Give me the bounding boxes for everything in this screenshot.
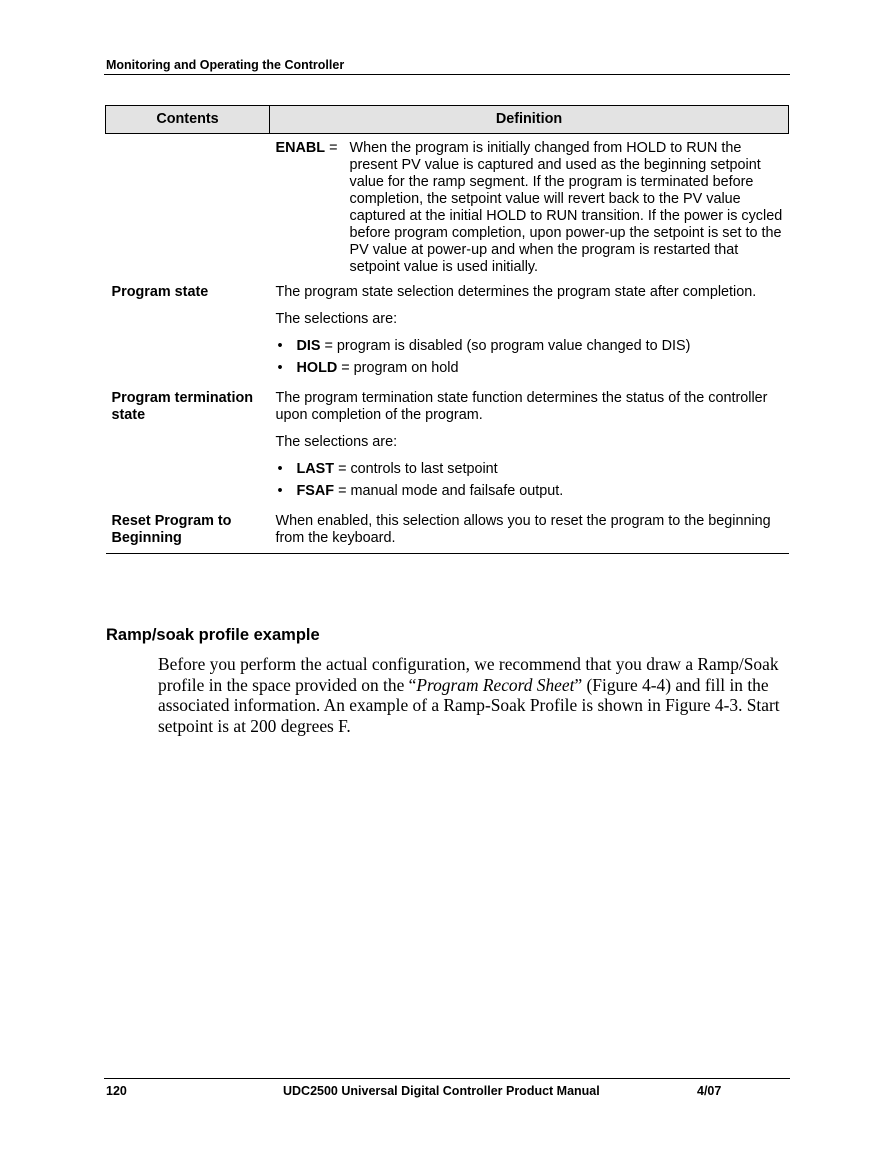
term-reset-program: Reset Program to Beginning [106,505,270,554]
page-number: 120 [106,1084,127,1098]
footer-rule [104,1078,790,1079]
term-program-state: Program state [111,284,209,300]
list-item: • FSAF = manual mode and failsafe output. [277,483,564,499]
table-row [106,382,789,505]
selections-label: The selections are: [275,311,398,327]
enabl-definition [276,140,783,276]
body-paragraph: Before you perform the actual configuration, we recommend that you draw a Ramp/Soak profile in the space provided on the “Program Record Sheet” (Figure 4-4) and fill in the associated information. An example of a Ramp-Soak Profile is shown in Figure 4-3. Start setpoint is at 200 degrees F. [158,654,780,736]
definition-cell [270,276,789,382]
definition-cell [270,382,789,505]
definition-cell [270,134,789,277]
footer-date: 4/07 [697,1084,722,1098]
selections-label: The selections are: [275,434,398,450]
program-record-sheet-ref: Program Record Sheet [416,674,575,695]
termination-state-list [276,461,783,500]
footer-title: UDC2500 Universal Digital Controller Product Manual [283,1084,600,1098]
program-state-desc: The program state selection determines the program state after completion. [275,284,757,300]
term-termination-state: Program termination state [111,390,254,423]
table-row [106,276,789,382]
table-row [106,134,789,277]
table-header-row [106,106,789,134]
list-item: • LAST = controls to last setpoint [277,461,498,477]
program-state-list [276,338,783,377]
bullet-icon: • [277,483,283,499]
enabl-text: When the program is initially changed from HOLD to RUN the present PV value is captured and used as the beginning setpoint value for the ramp segment. If the program is terminated before completion, the setpoint value will revert back to the PV value captured at the initial HOLD to RUN transition. If the power is cycled before program completion, upon power-up the setpoint is set to the PV value at power-up and when the program is restarted that setpoint value is used initially. [349,140,783,275]
table-row [106,505,789,554]
column-header-contents: Contents [106,106,270,134]
running-header: Monitoring and Operating the Controller [106,58,345,72]
bullet-icon: • [277,461,283,477]
list-item: • HOLD = program on hold [277,360,459,376]
column-header-definition: Definition [270,106,789,134]
enabl-key: ENABL [275,140,326,156]
reset-program-desc: When enabled, this selection allows you to reset the program to the beginning from the keyboard. [275,513,771,546]
enabl-equals: = [325,140,338,156]
bullet-icon: • [277,338,283,354]
termination-state-desc: The program termination state function determines the status of the controller upon completion of the program. [275,390,768,423]
bullet-icon: • [277,360,283,376]
header-rule [104,74,790,75]
definitions-table [105,105,789,554]
section-heading: Ramp/soak profile example [106,626,320,644]
term-cell-empty [106,134,270,277]
list-item: • DIS = program is disabled (so program value changed to DIS) [277,338,691,354]
definition-cell [270,505,789,554]
